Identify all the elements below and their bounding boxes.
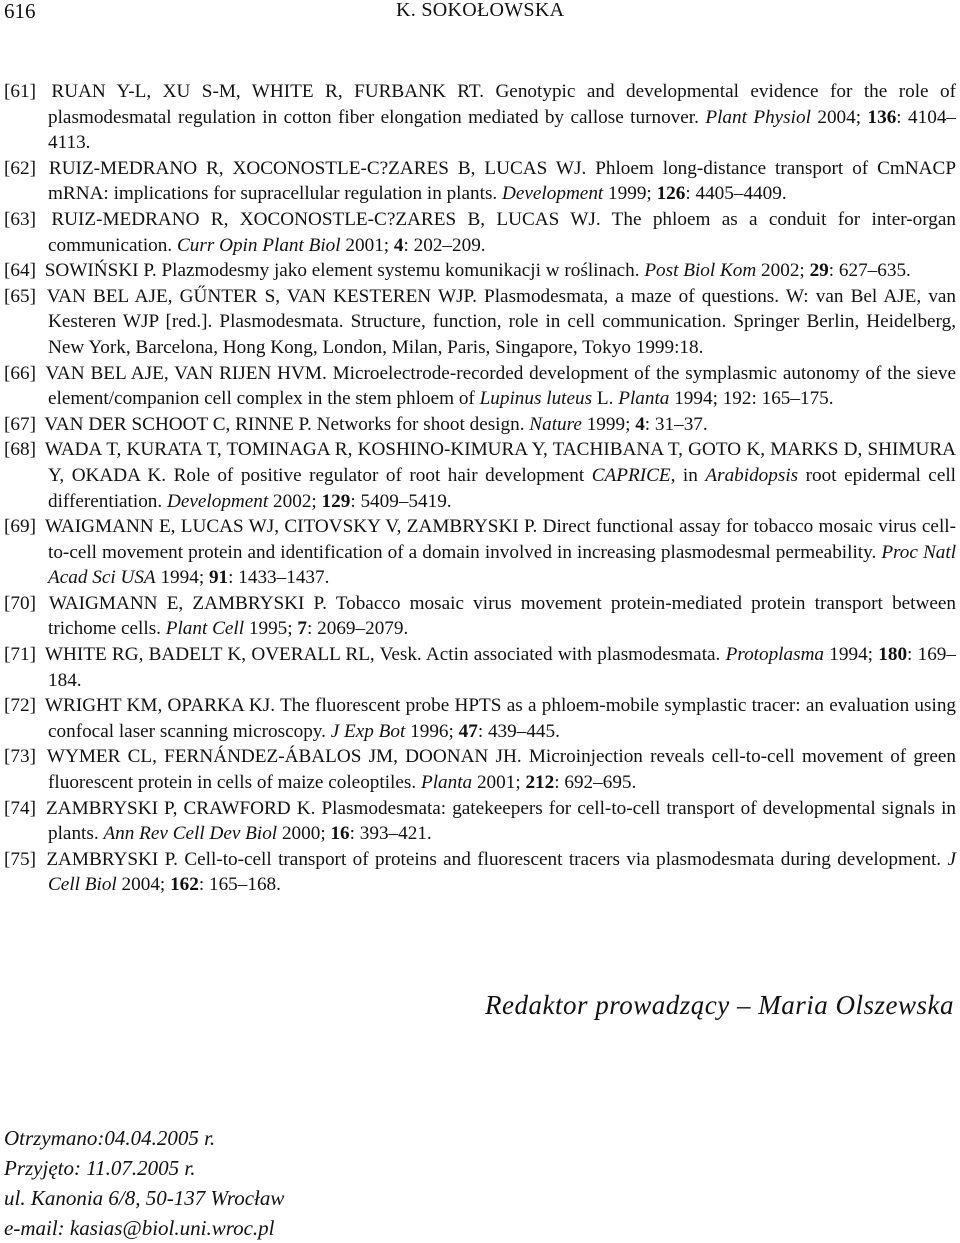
reference-item: [0, 744, 956, 795]
reference-year: 1994;: [160, 567, 205, 589]
reference-pages: : 165–168.: [198, 874, 281, 896]
reference-journal: Plant Cell: [165, 618, 245, 640]
reference-title-mid: , in: [670, 464, 698, 486]
reference-journal: Planta: [618, 388, 670, 410]
reference-gene: CAPRICE: [591, 464, 671, 486]
reference-item: [0, 642, 956, 693]
reference-authors: ZAMBRYSKI P.: [46, 848, 178, 870]
email-address: e-mail: kasias@biol.uni.wroc.pl: [4, 1216, 275, 1240]
running-title: K. SOKOŁOWSKA: [396, 0, 565, 21]
reference-year: 1999;: [608, 183, 652, 205]
reference-number: [62]: [4, 157, 36, 179]
reference-authors: RUAN Y-L, XU S-M, WHITE R, FURBANK RT.: [51, 81, 484, 102]
reference-pages: : 5409–5419.: [350, 490, 452, 512]
reference-journal: Plant Physiol: [705, 106, 811, 128]
reference-item: [0, 207, 956, 258]
reference-authors: ZAMBRYSKI P, CRAWFORD K.: [46, 797, 316, 819]
reference-volume: 47: [458, 720, 478, 742]
reference-pages: : 169–184.: [48, 644, 956, 691]
reference-pages: : 439–445.: [477, 720, 560, 742]
reference-year: 1995;: [248, 618, 293, 640]
reference-number: [71]: [4, 644, 36, 666]
postal-address: ul. Kanonia 6/8, 50-137 Wrocław: [4, 1186, 285, 1210]
manuscript-info: [4, 1123, 284, 1243]
reference-journal: Ann Rev Cell Dev Biol: [103, 823, 278, 845]
reference-title: Microinjection reveals cell-to-cell movement of green fluorescent protein in cells of maize coleoptiles.: [48, 746, 957, 794]
reference-authors: WAIGMANN E, ZAMBRYSKI P.: [48, 592, 327, 614]
reference-journal: Proc Natl Acad Sci USA: [48, 541, 957, 589]
reference-pages: : 1433–1437.: [228, 567, 330, 589]
reference-authors: RUIZ-MEDRANO R, XOCONOSTLE-C?ZARES B, LUCAS WJ.: [51, 208, 601, 230]
reference-title: The fluorescent probe HPTS as a phloem-mobile symplastic tracer: an evaluation using confocal laser scanning microscopy.: [48, 695, 957, 742]
reference-title: Microelectrode-recorded development of the symplasmic autonomy of the sieve element/companion cell complex in the stem phloem of: [48, 362, 957, 410]
reference-pages: : 692–695.: [554, 772, 637, 794]
reference-volume: 180: [878, 644, 908, 666]
reference-journal: Planta: [420, 772, 473, 794]
reference-year: 1994;: [674, 388, 718, 410]
reference-journal: J Exp Bot: [330, 720, 406, 742]
reference-number: [64]: [4, 260, 36, 282]
reference-item: [0, 847, 956, 898]
reference-journal: J Cell Biol: [48, 848, 956, 896]
reference-title: Plasmodesmata, a maze of questions. W: van Bel AJE, van Kesteren WJP [red.]. Plasmodesmata. Structure, function, role in cell communication. Springer Berlin, Heidelberg, New York, Barcelona, Hong Kong, London, Milan, Paris, Singapore, Tokyo 1999:18.: [48, 285, 957, 358]
reference-authors: WRIGHT KM, OPARKA KJ.: [44, 695, 276, 717]
reference-authors: VAN BEL AJE, GŰNTER S, VAN KESTEREN WJP.: [46, 285, 477, 307]
reference-authors: WAIGMANN E, LUCAS WJ, CITOVSKY V, ZAMBRYSKI P.: [44, 516, 538, 538]
reference-authors: RUIZ-MEDRANO R, XOCONOSTLE-C?ZARES B, LUCAS WJ.: [48, 157, 587, 179]
received-date: Otrzymano:04.04.2005 r.: [4, 1126, 216, 1150]
reference-journal: Development: [502, 183, 604, 205]
reference-authors: WHITE RG, BADELT K, OVERALL RL, Vesk.: [44, 644, 422, 666]
reference-number: [75]: [4, 848, 36, 870]
reference-number: [69]: [4, 516, 36, 538]
reference-journal: Curr Opin Plant Biol: [176, 234, 341, 256]
reference-title: Networks for shoot design.: [316, 413, 525, 435]
reference-year: 1994;: [829, 644, 873, 666]
reference-volume: 212: [525, 772, 555, 794]
reference-number: [67]: [4, 413, 36, 435]
reference-title: The phloem as a conduit for inter-organ communication.: [48, 208, 957, 256]
reference-item: [0, 796, 956, 847]
reference-journal: Protoplasma: [725, 644, 825, 666]
reference-list: [0, 79, 956, 898]
reference-authors: SOWIŃSKI P.: [44, 260, 157, 282]
reference-volume: 91: [208, 567, 229, 589]
reference-title: Genotypic and developmental evidence for the role of plasmodesmatal regulation in cotton fiber elongation mediated by callose turnover.: [48, 81, 957, 128]
reference-item: [0, 437, 956, 514]
reference-item: [0, 591, 956, 642]
reference-authors: WADA T, KURATA T, TOMINAGA R, KOSHINO-KIMURA Y, TACHIBANA T, GOTO K, MARKS D, SHIMURA Y, OKADA K.: [44, 439, 957, 486]
reference-volume: 162: [170, 874, 199, 896]
reference-title: Tobacco mosaic virus movement protein-mediated protein transport between trichome cells.: [48, 592, 956, 640]
reference-pages: : 2069–2079.: [307, 618, 409, 640]
reference-authors: VAN BEL AJE, VAN RIJEN HVM.: [45, 362, 327, 384]
reference-species: Arabidopsis: [705, 464, 799, 486]
reference-title: Phloem long-distance transport of CmNACP mRNA: implications for supracellular regulation in plants.: [48, 157, 957, 205]
reference-volume: 16: [330, 823, 350, 845]
reference-number: [65]: [4, 285, 36, 307]
reference-item: [0, 79, 956, 156]
page-header: [0, 0, 960, 24]
reference-item: [0, 156, 956, 207]
reference-species: Lupinus luteus: [479, 388, 593, 410]
reference-title: Cell-to-cell transport of proteins and fluorescent tracers via plasmodesmata during development.: [184, 848, 942, 870]
accepted-date: Przyjęto: 11.07.2005 r.: [4, 1156, 196, 1180]
reference-year: 2004;: [121, 874, 166, 896]
reference-title: Direct functional assay for tobacco mosaic virus cell-to-cell movement protein and identification of a domain involved in increasing plasmodesmal permeability.: [48, 516, 956, 563]
reference-year: 2002;: [273, 490, 317, 512]
reference-volume: 129: [321, 490, 351, 512]
reference-volume: 192: [722, 388, 752, 410]
reference-year: 1999;: [586, 413, 631, 435]
reference-volume: 136: [867, 106, 897, 128]
reference-authors: VAN DER SCHOOT C, RINNE P.: [44, 413, 312, 435]
reference-pages: : 393–421.: [349, 823, 432, 845]
reference-year: 2000;: [281, 823, 326, 845]
reference-item: [0, 693, 956, 744]
reference-number: [72]: [4, 695, 36, 717]
reference-item: [0, 258, 956, 284]
reference-title-end: root epidermal cell differentiation.: [48, 464, 956, 512]
reference-year: 2001;: [345, 234, 390, 256]
reference-item: [0, 361, 956, 412]
reference-number: [74]: [4, 797, 36, 819]
reference-journal: Nature: [529, 413, 582, 435]
reference-title: Plazmodesmy jako element systemu komunikacji w roślinach.: [161, 260, 640, 282]
reference-title: Role of positive regulator of root hair development: [173, 464, 585, 486]
reference-year: 1996;: [410, 720, 454, 742]
reference-number: [61]: [4, 81, 36, 102]
reference-title-end: L.: [596, 388, 614, 410]
reference-pages: : 31–37.: [644, 413, 708, 435]
reference-item: [0, 412, 956, 438]
reference-volume: 4: [635, 413, 645, 435]
reference-number: [73]: [4, 746, 36, 768]
reference-volume: 7: [297, 618, 307, 640]
reference-item: [0, 284, 956, 361]
page-number: 616: [4, 0, 36, 23]
reference-volume: 126: [656, 183, 686, 205]
reference-journal: Post Biol Kom: [644, 260, 757, 282]
reference-pages: : 4405–4409.: [685, 183, 787, 205]
reference-number: [66]: [4, 362, 36, 384]
reference-pages: : 627–635.: [828, 260, 911, 282]
reference-pages: : 165–175.: [751, 388, 834, 410]
reference-title: Plasmodesmata: gatekeepers for cell-to-cell transport of developmental signals in plants.: [48, 797, 956, 845]
reference-number: [70]: [4, 592, 36, 614]
reference-number: [68]: [4, 439, 36, 461]
reference-pages: : 4104–4113.: [48, 106, 957, 154]
reference-item: [0, 514, 956, 591]
reference-volume: 29: [809, 260, 829, 282]
reference-authors: WYMER CL, FERNÁNDEZ-ÁBALOS JM, DOONAN JH.: [46, 746, 522, 768]
reference-number: [63]: [4, 208, 36, 230]
reference-volume: 4: [393, 234, 404, 256]
reference-pages: : 202–209.: [403, 234, 486, 256]
reference-year: 2004;: [817, 106, 862, 128]
reference-title: Actin associated with plasmodesmata.: [425, 644, 721, 666]
reference-year: 2001;: [476, 772, 521, 794]
editor-signature: Redaktor prowadzący – Maria Olszewska: [485, 990, 954, 1020]
reference-year: 2002;: [761, 260, 805, 282]
reference-journal: Development: [167, 490, 269, 512]
